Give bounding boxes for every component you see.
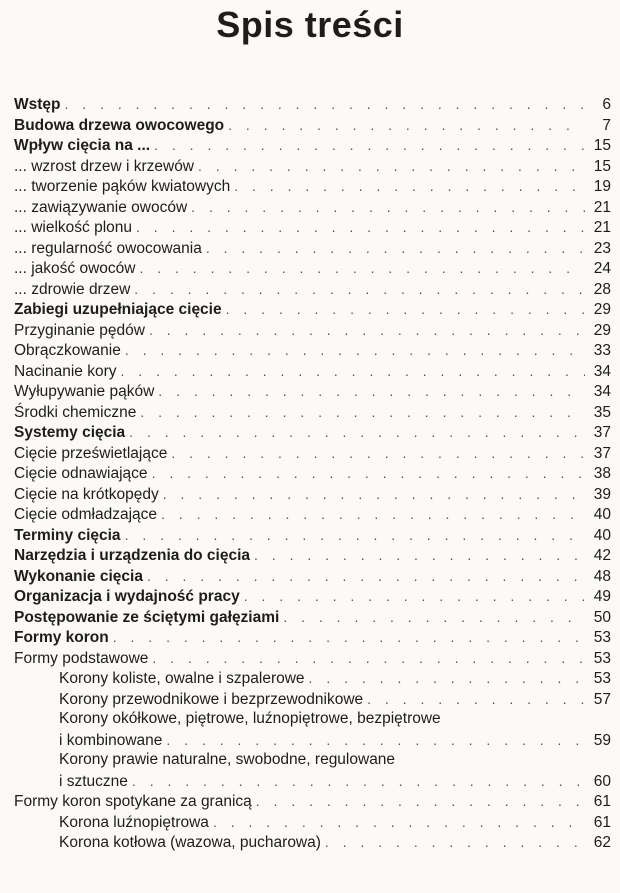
toc-entry xyxy=(14,812,611,833)
toc-entry xyxy=(14,607,611,628)
leader-dots xyxy=(121,361,585,382)
toc-entry xyxy=(14,217,611,238)
toc-entry xyxy=(14,648,611,669)
toc-entry-label: Organizacja i wydajność pracy xyxy=(14,588,240,605)
toc-entry-page: 37 xyxy=(593,424,611,441)
leader-dots xyxy=(152,648,585,669)
toc-entry-label: Cięcie na krótkopędy xyxy=(14,485,159,503)
leader-dots xyxy=(65,94,586,115)
toc-entry xyxy=(14,668,611,689)
toc-entry xyxy=(14,504,611,525)
leader-dots xyxy=(149,320,585,341)
toc-entry xyxy=(14,320,611,341)
toc-entry-page: 29 xyxy=(593,301,611,318)
toc-entry xyxy=(14,340,611,361)
toc-entry-label: i kombinowane xyxy=(59,731,163,749)
leader-dots xyxy=(228,115,585,136)
toc-entry xyxy=(14,586,611,607)
toc-entry xyxy=(14,525,611,546)
leader-dots xyxy=(198,156,585,177)
leader-dots xyxy=(147,566,585,587)
page-title: Spis treści xyxy=(216,4,404,45)
toc-entry xyxy=(14,258,611,279)
toc-entry-label: Środki chemiczne xyxy=(14,403,137,421)
toc-entry xyxy=(14,279,611,300)
leader-dots xyxy=(152,463,585,484)
leader-dots xyxy=(125,525,585,546)
toc-entry-page: 62 xyxy=(593,834,611,851)
toc-entry-page: 60 xyxy=(593,772,611,790)
toc-entry-page: 53 xyxy=(593,670,611,687)
toc-entry-page: 15 xyxy=(593,137,611,154)
leader-dots xyxy=(161,504,585,525)
toc-entry-label: ... zawiązywanie owoców xyxy=(14,198,188,216)
toc-entry xyxy=(14,627,611,648)
toc-entry-label: Cięcie prześwietlające xyxy=(14,444,168,462)
toc-entry xyxy=(14,176,611,197)
toc-entry xyxy=(14,238,611,259)
table-of-contents xyxy=(14,94,611,853)
toc-entry xyxy=(14,135,611,156)
leader-dots xyxy=(140,402,585,423)
toc-entry-label: Formy koron spotykane za granicą xyxy=(14,793,252,810)
toc-entry-page: 39 xyxy=(593,485,611,503)
toc-entry xyxy=(14,443,611,464)
toc-entry-page: 28 xyxy=(593,280,611,298)
toc-entry-page: 57 xyxy=(593,690,611,708)
toc-entry-first-line: Korony okółkowe, piętrowe, luźnopiętrowe, bezpiętrowe xyxy=(59,710,441,727)
toc-entry xyxy=(14,299,611,320)
toc-entry-page: 33 xyxy=(593,342,611,359)
toc-entry xyxy=(14,115,611,136)
leader-dots xyxy=(125,340,585,361)
toc-entry-label: Wykonanie cięcia xyxy=(14,567,143,585)
toc-entry-page: 19 xyxy=(593,178,611,195)
leader-dots xyxy=(129,422,585,443)
toc-entry-label: Wpływ cięcia na ... xyxy=(14,137,151,154)
leader-dots xyxy=(163,484,585,505)
toc-entry xyxy=(14,545,611,566)
toc-entry-label: Zabiegi uzupełniające cięcie xyxy=(14,301,222,318)
toc-entry xyxy=(14,402,611,423)
toc-entry-label: Narzędzia i urządzenia do cięcia xyxy=(14,547,251,564)
toc-entry-page: 53 xyxy=(593,649,611,667)
leader-dots xyxy=(213,812,585,833)
toc-entry xyxy=(14,791,611,812)
toc-entry xyxy=(14,689,611,710)
toc-entry-label: ... jakość owoców xyxy=(14,260,136,277)
toc-entry-page: 61 xyxy=(593,793,611,810)
toc-entry xyxy=(14,463,611,484)
toc-entry-label: Korona kotłowa (wazowa, pucharowa) xyxy=(59,834,321,851)
toc-entry-label: ... tworzenie pąków kwiatowych xyxy=(14,178,231,195)
leader-dots xyxy=(154,135,585,156)
toc-entry-page: 59 xyxy=(593,731,611,749)
leader-dots xyxy=(309,668,585,689)
toc-entry-first-line: Korony prawie naturalne, swobodne, regulowane xyxy=(59,751,396,768)
toc-entry-label: Postępowanie ze ściętymi gałęziami xyxy=(14,608,280,626)
toc-entry-label: Nacinanie kory xyxy=(14,362,117,380)
toc-entry-page: 6 xyxy=(602,96,611,113)
toc-entry xyxy=(14,730,611,751)
toc-entry xyxy=(14,566,611,587)
toc-entry xyxy=(14,197,611,218)
toc-entry-label: Wyłupywanie pąków xyxy=(14,383,155,400)
toc-entry-page: 21 xyxy=(593,219,611,236)
toc-entry-page: 38 xyxy=(593,465,611,482)
toc-entry-label: ... zdrowie drzew xyxy=(14,280,131,298)
toc-entry xyxy=(14,156,611,177)
toc-entry-page: 49 xyxy=(593,588,611,605)
toc-entry-page: 35 xyxy=(593,403,611,421)
toc-entry-page: 15 xyxy=(593,157,611,175)
toc-entry-label: Korony koliste, owalne i szpalerowe xyxy=(59,670,305,687)
leader-dots xyxy=(206,238,585,259)
toc-entry-label: ... wielkość plonu xyxy=(14,219,133,236)
leader-dots xyxy=(171,443,585,464)
toc-entry-page: 24 xyxy=(593,260,611,277)
toc-entry-page: 40 xyxy=(593,526,611,544)
toc-entry xyxy=(14,771,611,792)
leader-dots xyxy=(139,258,585,279)
toc-entry xyxy=(14,484,611,505)
toc-entry-label: Obrączkowanie xyxy=(14,342,121,359)
leader-dots xyxy=(367,689,585,710)
toc-entry xyxy=(14,381,611,402)
toc-entry-label: Systemy cięcia xyxy=(14,424,126,441)
leader-dots xyxy=(136,217,585,238)
leader-dots xyxy=(134,279,585,300)
toc-entry-page: 21 xyxy=(593,198,611,216)
toc-entry xyxy=(14,832,611,853)
leader-dots xyxy=(132,771,585,792)
leader-dots xyxy=(283,607,585,628)
leader-dots xyxy=(244,586,585,607)
toc-entry-page: 42 xyxy=(593,547,611,564)
toc-entry-page: 53 xyxy=(593,629,611,646)
toc-entry-page: 50 xyxy=(593,608,611,626)
leader-dots xyxy=(256,791,585,812)
toc-entry-label: Cięcie odmładzające xyxy=(14,506,158,523)
toc-entry xyxy=(14,94,611,115)
toc-entry-page: 34 xyxy=(593,362,611,380)
toc-entry-label: Cięcie odnawiające xyxy=(14,465,148,482)
toc-entry-label: ... wzrost drzew i krzewów xyxy=(14,157,195,175)
toc-entry xyxy=(14,422,611,443)
leader-dots xyxy=(113,627,585,648)
toc-entry-label: Formy podstawowe xyxy=(14,649,149,667)
toc-entry-page: 23 xyxy=(593,239,611,257)
leader-dots xyxy=(166,730,585,751)
toc-entry-page: 37 xyxy=(593,444,611,462)
toc-entry xyxy=(14,361,611,382)
toc-entry-label: Formy koron xyxy=(14,629,109,646)
leader-dots xyxy=(191,197,585,218)
toc-entry-page: 48 xyxy=(593,567,611,585)
toc-entry-page: 29 xyxy=(593,321,611,339)
leader-dots xyxy=(254,545,585,566)
toc-entry-label: Wstęp xyxy=(14,96,61,113)
leader-dots xyxy=(234,176,585,197)
leader-dots xyxy=(158,381,585,402)
toc-entry-label: Korona luźnopiętrowa xyxy=(59,813,209,831)
toc-entry-page: 34 xyxy=(593,383,611,400)
toc-entry-page: 7 xyxy=(602,116,611,134)
leader-dots xyxy=(226,299,585,320)
toc-entry-label: i sztuczne xyxy=(59,772,128,790)
toc-entry-label: Budowa drzewa owocowego xyxy=(14,116,225,134)
toc-entry-label: Przyginanie pędów xyxy=(14,321,145,339)
toc-entry-label: ... regularność owocowania xyxy=(14,239,202,257)
toc-entry-page: 40 xyxy=(593,506,611,523)
toc-entry-label: Terminy cięcia xyxy=(14,526,121,544)
toc-entry-page: 61 xyxy=(593,813,611,831)
toc-entry-label: Korony przewodnikowe i bezprzewodnikowe xyxy=(59,690,364,708)
leader-dots xyxy=(325,832,585,853)
